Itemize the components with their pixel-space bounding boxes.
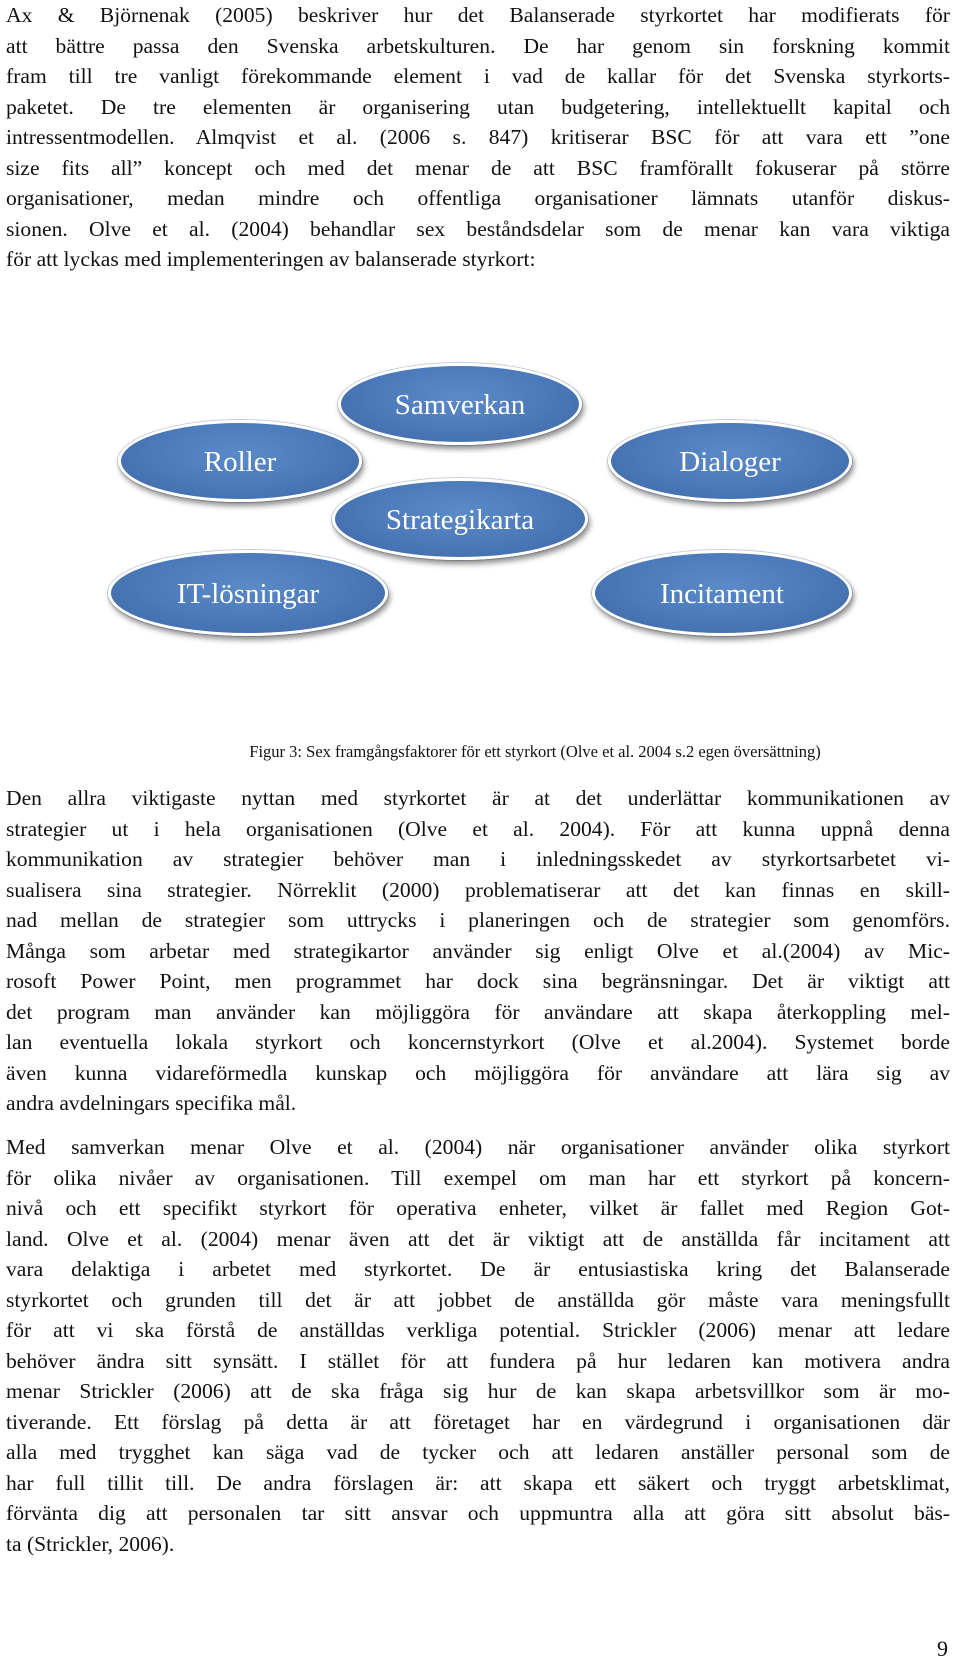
text-line: ta (Strickler, 2006). xyxy=(6,1531,175,1556)
text-line: kommunikation av strategier behöver man i inledningsskedet av styrkortsarbetet vi- xyxy=(6,847,950,871)
text-line: menar Strickler (2006) att de ska fråga sig hur de kan skapa arbetsvillkor som är mo- xyxy=(6,1379,950,1403)
ellipse-it-losningar xyxy=(108,550,388,636)
figure-caption: Figur 3: Sex framgångsfaktorer för ett styrkort (Olve et al. 2004 s.2 egen översättning) xyxy=(249,742,821,761)
ellipse-samverkan xyxy=(338,363,582,445)
text-line: för olika nivåer av organisationen. Till exempel om man har ett styrkort på koncern- xyxy=(6,1165,950,1190)
text-line: Med samverkan menar Olve et al. (2004) när organisationer använder olika styrkort xyxy=(6,1135,950,1159)
ellipse-label: Dialoger xyxy=(679,445,781,478)
text-line: för att vi ska förstå de anställdas verkliga potential. Strickler (2006) menar att ledare xyxy=(6,1318,950,1342)
ellipse-label: Samverkan xyxy=(394,388,526,421)
ellipse-dialoger xyxy=(608,420,852,502)
text-line: fram till tre vanligt förekommande element i vad de kallar för det Svenska styrkorts- xyxy=(6,64,950,88)
text-line: förvänta dig att personalen tar sitt ansvar och uppmuntra alla att göra sitt absolut bäs- xyxy=(6,1501,950,1525)
text-line: nivå och ett specifikt styrkort för operativa enheter, vilket är fallet med Region Got- xyxy=(6,1196,950,1220)
text-line: alla med trygghet kan säga vad de tycker och att ledaren anställer personal som de xyxy=(6,1440,950,1464)
text-line: intressentmodellen. Almqvist et al. (2006 s. 847) kritiserar BSC för att vara ett ”one xyxy=(6,125,950,149)
body-paragraph-3 xyxy=(6,1132,950,1559)
body-paragraph-1 xyxy=(6,0,950,275)
body-paragraph-2 xyxy=(6,783,950,1119)
ellipse-incitament xyxy=(592,550,852,636)
text-line: nad mellan de strategier som uttrycks i planeringen och de strategier som genomförs. xyxy=(6,908,950,932)
text-line: paketet. De tre elementen är organisering utan budgetering, intellektuellt kapital och xyxy=(6,94,950,119)
ellipse-label: Incitament xyxy=(659,577,784,610)
text-line: har full tillit till. De andra förslagen är: att skapa ett säkert och tryggt arbetsklimat, xyxy=(6,1470,950,1495)
page-number: 9 xyxy=(937,1636,948,1661)
text-line: sionen. Olve et al. (2004) behandlar sex beståndsdelar som de menar kan vara viktiga xyxy=(6,216,950,241)
text-line: styrkortet och grunden till det är att jobbet de anställda gör måste vara meningsfullt xyxy=(6,1287,950,1312)
text-line: organisationer, medan mindre och offentliga organisationer lämnats utanför diskus- xyxy=(6,186,950,210)
success-factors-diagram xyxy=(0,360,960,680)
text-line: vara delaktiga i arbetet med styrkortet. De är entusiastiska kring det Balanserade xyxy=(6,1257,950,1281)
text-line: att bättre passa den Svenska arbetskulturen. De har genom sin forskning kommit xyxy=(6,33,950,58)
text-line: rosoft Power Point, men programmet har dock sina begränsningar. Det är viktigt att xyxy=(6,969,950,993)
text-line: size fits all” koncept och med det menar de att BSC framförallt fokuserar på större xyxy=(6,155,950,180)
text-line: lan eventuella lokala styrkort och koncernstyrkort (Olve et al.2004). Systemet borde xyxy=(6,1030,950,1054)
text-line: sualisera sina strategier. Nörreklit (2000) problematiserar att det kan finnas en skill- xyxy=(6,877,950,902)
text-line: land. Olve et al. (2004) menar även att det är viktigt att de anställda får incitament att xyxy=(6,1226,950,1251)
ellipse-label: Roller xyxy=(203,445,277,478)
ellipse-strategikarta xyxy=(332,478,588,560)
text-line: även kunna vidareförmedla kunskap och möjliggöra för användare att lära sig av xyxy=(6,1060,950,1085)
text-line: Den allra viktigaste nyttan med styrkortet är at det underlättar kommunikationen av xyxy=(6,786,950,810)
ellipse-label: IT-lösningar xyxy=(176,577,320,610)
text-line: andra avdelningars specifika mål. xyxy=(6,1091,297,1115)
text-line: strategier ut i hela organisationen (Olve et al. 2004). För att kunna uppnå denna xyxy=(6,816,950,841)
text-line: det program man använder kan möjliggöra för användare att skapa återkoppling mel- xyxy=(6,999,950,1024)
text-line: för att lyckas med implementeringen av balanserade styrkort: xyxy=(6,247,536,271)
text-line: Många som arbetar med strategikartor använder sig enligt Olve et al.(2004) av Mic- xyxy=(6,938,950,963)
ellipse-roller xyxy=(118,420,362,502)
ellipse-label: Strategikarta xyxy=(385,503,535,536)
text-line: behöver ändra sitt synsätt. I stället för att fundera på hur ledaren kan motivera andra xyxy=(6,1348,950,1373)
text-line: Ax & Björnenak (2005) beskriver hur det Balanserade styrkortet har modifierats för xyxy=(6,3,950,27)
text-line: tiverande. Ett förslag på detta är att företaget har en värdegrund i organisationen där xyxy=(6,1409,950,1434)
